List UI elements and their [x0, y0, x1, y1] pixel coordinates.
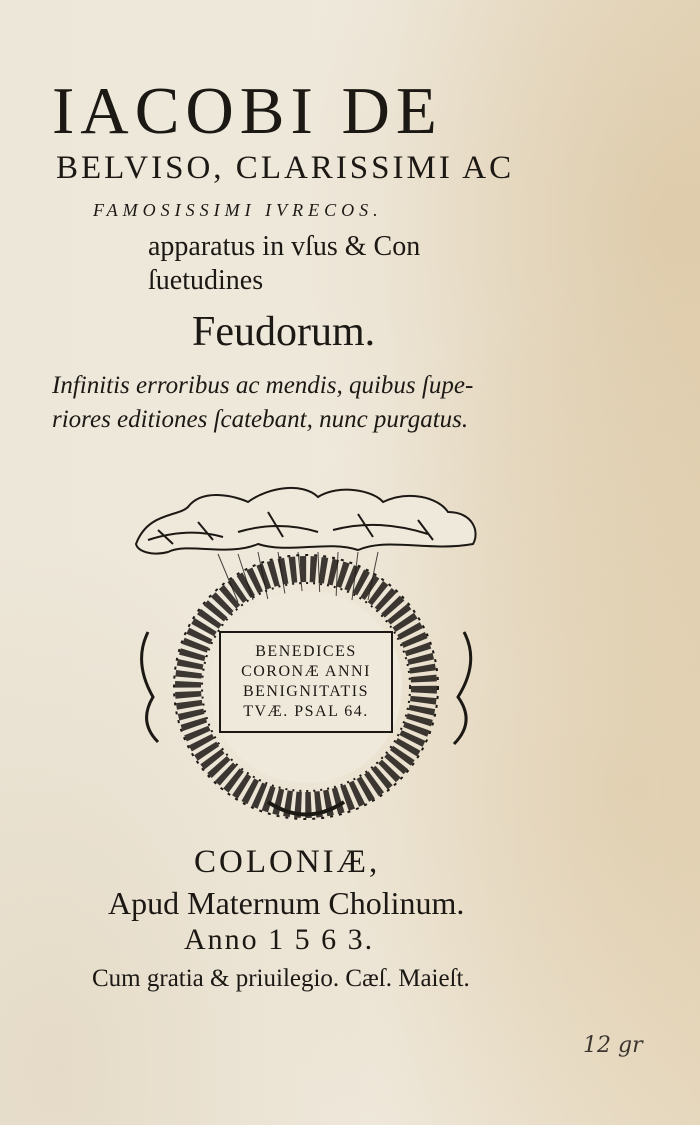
motto-banner [220, 632, 392, 732]
imprint-printer: Apud Maternum Cholinum. [108, 885, 465, 921]
edition-statement-line-1: Infinitis erroribus ac mendis, quibus ſupe- [52, 372, 474, 399]
edition-statement [52, 369, 473, 437]
motto-line-4: TVÆ. PSAL 64. [243, 703, 369, 720]
manuscript-annotation: 12 gr [583, 1033, 643, 1058]
imprint-year: Anno 1 5 6 3. [184, 923, 375, 956]
author-description: FAMOSISSIMI IVRECOS. [93, 200, 383, 220]
printers-device-woodcut [128, 482, 484, 828]
cloud-decoration [136, 488, 476, 554]
motto-line-3: BENIGNITATIS [242, 683, 370, 700]
motto-line-2: CORONÆ ANNI [241, 663, 371, 680]
work-title-line-1: apparatus in vſus & Con [148, 231, 421, 262]
author-name-continued: BELVISO, CLARISSIMI AC [56, 150, 515, 186]
author-name-line: IACOBI DE [52, 74, 443, 148]
edition-statement-line-2: riores editiones ſcatebant, nunc purgatus. [52, 405, 469, 433]
work-title-main: Feudorum. [192, 309, 376, 355]
work-title-line-2: ſuetudines [148, 265, 264, 296]
imprint-place: COLONIÆ, [194, 844, 381, 880]
motto-line-1: BENEDICES [255, 643, 357, 660]
imprint-privilege: Cum gratia & priuilegio. Cæſ. Maieſt. [92, 965, 470, 992]
